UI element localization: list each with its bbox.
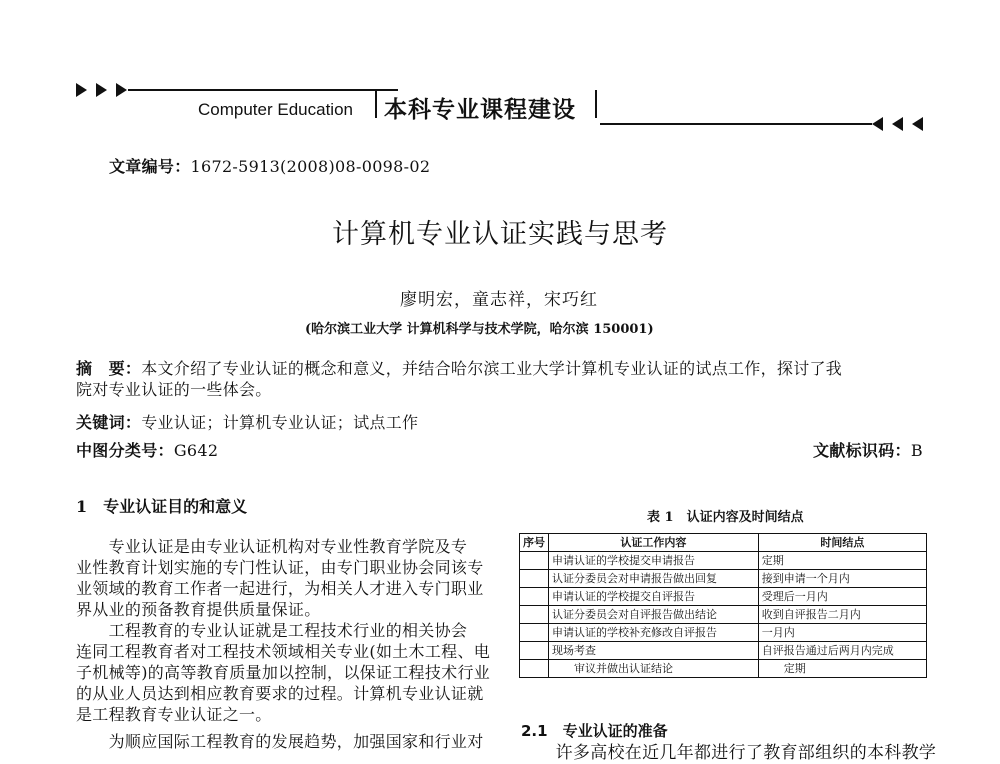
journal-name: Computer Education [198,100,353,119]
right-arrow-icon [116,83,127,97]
header-rule-top [128,89,398,91]
keywords-label: 关键词： [76,413,142,432]
body-line: 业领域的教育工作者一起进行，为相关人才进入专门职业 [76,579,484,598]
section-1-body [76,536,496,752]
table-header-cell: 时间结点 [758,534,926,552]
doc-code-label: 文献标识码： [813,441,911,460]
table-row [520,570,927,588]
table-cell [520,624,549,642]
abstract [76,358,936,400]
table-cell: 申请认证的学校提交申请报告 [549,552,759,570]
article-number-label: 文章编号： [109,157,191,176]
clc-number [76,440,218,461]
keywords-value: 专业认证；计算机专业认证；试点工作 [141,413,419,432]
document-code [813,440,923,461]
body-line: 业性教育计划实施的专门性认证，由专门职业协会同该专 [76,558,484,577]
table-cell: 收到自评报告二月内 [758,606,926,624]
page-title: 计算机专业认证实践与思考 [332,219,668,250]
clc-label: 中图分类号： [76,441,174,460]
table-row [520,642,927,660]
body-line: 工程教育的专业认证就是工程技术行业的相关协会 [76,621,468,640]
article-number [109,156,430,177]
body-line: 界从业的预备教育提供质量保证。 [76,600,321,619]
right-arrow-icon [76,83,87,97]
table-cell [520,660,549,678]
abstract-line-1: 本文介绍了专业认证的概念和意义，并结合哈尔滨工业大学计算机专业认证的试点工作，探讨了我 [141,359,843,378]
table-cell: 受理后一月内 [758,588,926,606]
table-cell [520,570,549,588]
clc-value: G642 [173,441,219,460]
body-line: 子机械等)的高等教育质量加以控制，以保证工程技术行业 [76,663,491,682]
keywords [76,412,418,433]
table-header-cell: 序号 [520,534,549,552]
table-cell: 现场考查 [549,642,759,660]
body-line: 的从业人员达到相应教育要求的过程。计算机专业认证就 [76,684,484,703]
table-cell: 申请认证的学校补充修改自评报告 [549,624,759,642]
affiliation: (哈尔滨工业大学 计算机科学与技术学院，哈尔滨 150001) [305,322,654,337]
table-cell [520,588,549,606]
table-row [520,624,927,642]
left-arrow-icon [892,117,903,131]
table-cell: 申请认证的学校提交自评报告 [549,588,759,606]
authors: 廖明宏，童志祥，宋巧红 [400,290,598,310]
section-2-1-heading: 2.1 专业认证的准备 [521,722,668,740]
table-row [520,552,927,570]
table-cell [520,552,549,570]
body-line: 为顺应国际工程教育的发展趋势，加强国家和行业对 [76,732,484,751]
table-header-cell: 认证工作内容 [549,534,759,552]
table-row [520,588,927,606]
abstract-label: 摘 要： [76,359,142,378]
abstract-line-2: 院对专业认证的一些体会。 [76,380,272,399]
table-cell: 一月内 [758,624,926,642]
table-header-row [520,534,927,552]
certification-table [519,533,927,678]
table-cell: 自评报告通过后两月内完成 [758,642,926,660]
section-2-1-body: 许多高校在近几年都进行了教育部组织的本科教学 [521,743,937,763]
left-arrow-icon [872,117,883,131]
table-row [520,660,927,678]
right-arrow-icon [96,83,107,97]
table-cell: 审议并做出认证结论 [549,660,759,678]
table-cell [520,606,549,624]
doc-code-value: B [910,441,923,460]
table-cell: 接到申请一个月内 [758,570,926,588]
table-cell: 认证分委员会对申请报告做出回复 [549,570,759,588]
table-cell: 认证分委员会对自评报告做出结论 [549,606,759,624]
table-cell: 定期 [758,660,926,678]
body-line: 连同工程教育者对工程技术领域相关专业(如土木工程、电 [76,642,491,661]
table-cell [520,642,549,660]
body-line: 专业认证是由专业认证机构对专业性教育学院及专 [76,537,468,556]
table-row [520,606,927,624]
table-cell: 定期 [758,552,926,570]
left-arrow-icon [912,117,923,131]
header-rule-bottom [600,123,872,125]
section-title: 本科专业课程建设 [384,97,576,123]
article-number-value: 1672-5913(2008)08-0098-02 [190,157,431,176]
body-line: 是工程教育专业认证之一。 [76,705,272,724]
section-1-heading: 1 专业认证目的和意义 [76,497,248,516]
table-caption: 表 1 认证内容及时间结点 [647,510,804,525]
